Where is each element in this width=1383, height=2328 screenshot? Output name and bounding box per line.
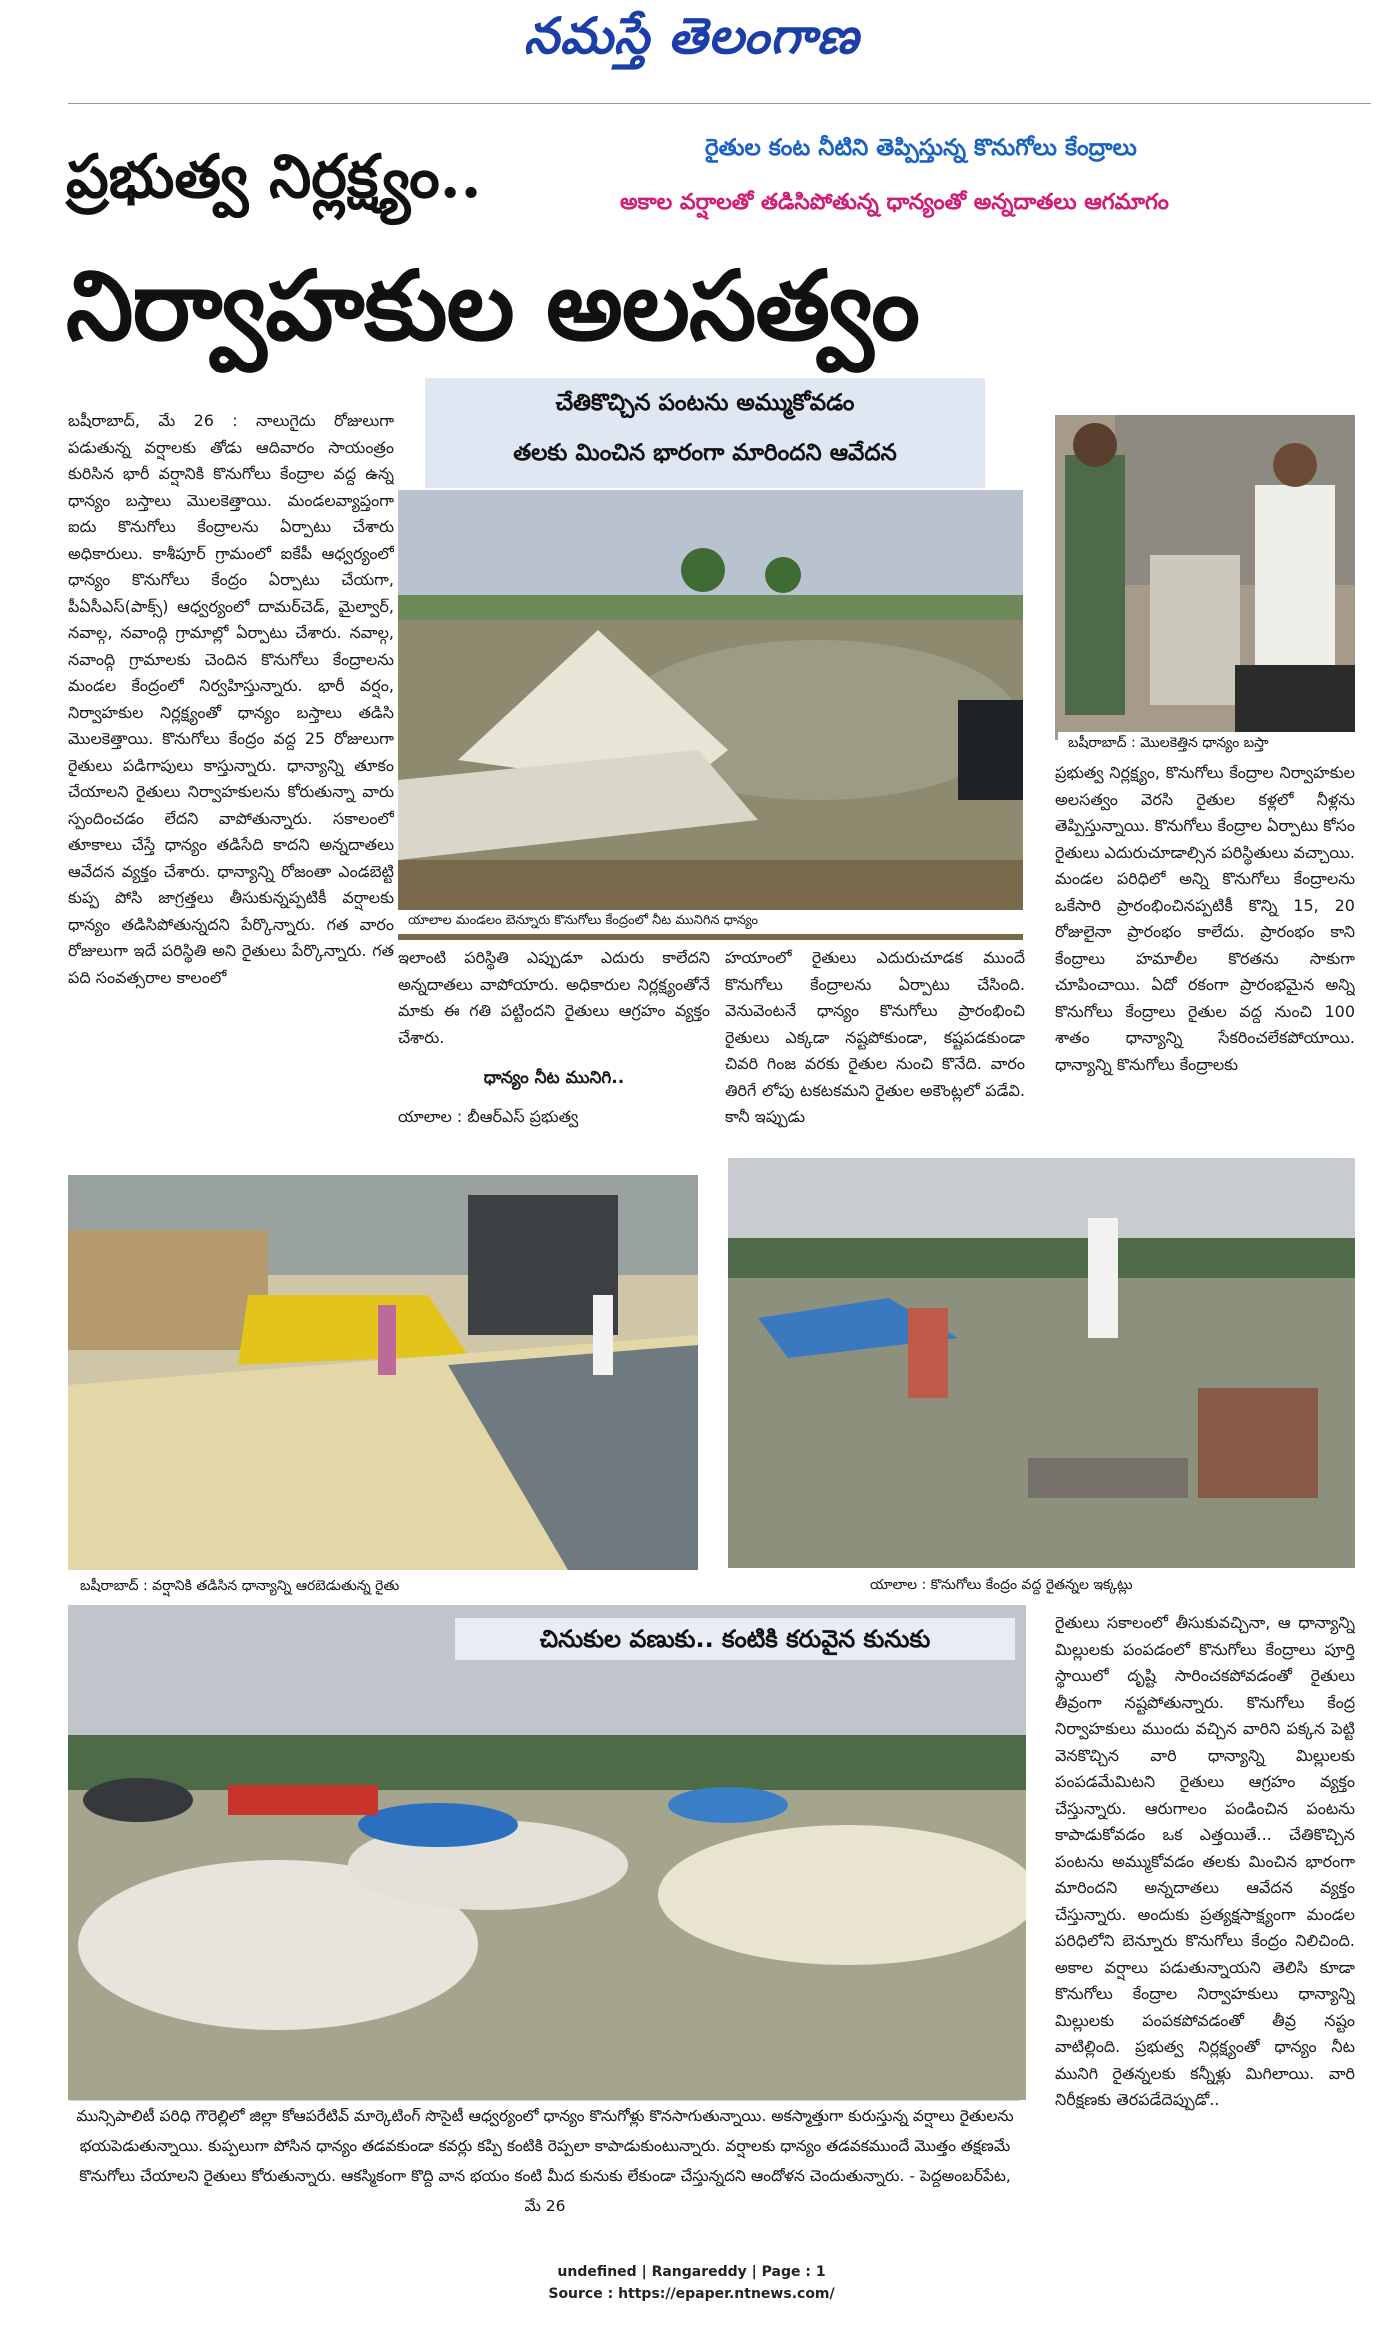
pull-quote-line1: చేతికొచ్చిన పంటను అమ్ముకోవడం [555,390,855,416]
photo-farmers-water [728,1158,1355,1568]
article-column-bottom-right [1055,1610,1355,2180]
subhead-pink: అకాల వర్షాలతో తడిసిపోతున్న ధాన్యంతో అన్నదాతలు ఆగమాగం [620,190,1169,215]
photo3-caption: బషీరాబాద్ : వర్షానికి తడిసిన ధాన్యాన్ని ఆరబెడుతున్న రైతు [70,1575,650,1600]
section-banner: చినుకుల వణుకు.. కంటికి కరువైన కునుకు [455,1618,1015,1660]
article-text-mid1: ఇలాంటి పరిస్థితి ఎప్పుడూ ఎదురు కాలేదని అన్నదాతలు వాపోయారు. అధికారుల నిర్లక్ష్యంతోనే మాకు ఈ గతి పట్టిందని రైతులు ఆగ్రహం వ్యక్తం చేశారు. [398,948,710,1047]
photo1-caption: యాలాల మండలం బెన్నూరు కొనుగోలు కేంద్రంలో నీట మునిగిన ధాన్యం [398,910,1023,934]
big-photo-caption: మున్సిపాలిటీ పరిధి గౌరెల్లిలో జిల్లా కోఆపరేటివ్ మార్కెటింగ్ సొసైటీ ఆధ్వర్యంలో ధాన్యం కొనుగోళ్లు కొనసాగుతున్నాయి. అకస్మాత్తుగా కురుస్తున్న వర్షాలు రైతులను భయపెడుతున్నాయి. కుప్పలుగా పోసిన ధాన్యం తడవకుండా కవర్లు కప్పి కంటికి రెప్పలా కాపాడుకుంటున్నారు. వర్షాలకు ధాన్యం తడవకముందే మొత్తం తక్షణమే కొనుగోలు చేయాలని రైతులు కోరుతున్నారు. ఆకస్మికంగా కొద్ది వాన భయం కంటి మీద కునుకు లేకుండా చేస్తున్నదని ఆందోళన చెందుతున్నారు. - పెద్దఅంబర్‌పేట, మే 26 [70,2100,1020,2251]
article-text-right: ప్రభుత్వ నిర్లక్ష్యం, కొనుగోలు కేంద్రాల నిర్వాహకుల అలసత్వం వెరసి రైతుల కళ్లలో నీళ్లను తెప్పిస్తున్నాయి. కొనుగోలు కేంద్రాల ఏర్పాటు కోసం రైతులు ఎదురుచూడాల్సిన పరిస్థితులు వచ్చాయి. మండల పరిధిలో అన్ని కొనుగోలు కేంద్రాలను ఒకేసారి ప్రారంభించినప్పటికీ కొన్ని 15, 20 రోజులైనా ప్రారంభం కాలేదు. ప్రారంభం కాని కేంద్రాలు హమాలీల కొరతను సాకుగా చూపించాయి. ఏదో రకంగా ప్రారంభమైన అన్ని కొనుగోలు కేంద్రాలు రైతుల వద్ద నుంచి 100 శాతం ధాన్యాన్ని సేకరించలేకపోయాయి. ధాన్యాన్ని కొనుగోలు కేంద్రాలకు [1055,763,1355,1074]
photo4-caption: యాలాల : కొనుగోలు కేంద్రం వద్ద రైతన్నల ఇక్కట్లు [860,1574,1300,1599]
article-column-left [68,408,394,1178]
top-divider [68,103,1371,104]
article-text-mid2: హయాంలో రైతులు ఎదురుచూడక ముందే కొనుగోలు కేంద్రాలను ఏర్పాటు చేసింది. వెనువెంటనే ధాన్యం కొనుగోలు ప్రారంభించి రైతులు ఎక్కడా నష్టపోకుండా, కష్టపడకుండా చివరి గింజ వరకు రైతుల నుంచి కొనేది. వారం తిరిగే లోపు టకటకమని రైతుల అకౌంట్లలో పడేవి. కానీ ఇప్పుడు [725,948,1025,1126]
masthead-logo: నమస్తే తెలంగాణ [523,6,860,65]
photo-sprouted-bag [1055,415,1355,740]
main-headline: నిర్వాహకుల అలసత్వం [66,250,919,362]
mid-subhead: ధాన్యం నీట మునిగి.. [483,1068,625,1088]
footer-page-info: undefined | Rangareddy | Page : 1 [557,2264,826,2280]
photo-covered-heaps [68,1605,1026,2100]
article-column-mid1 [398,945,710,1175]
kicker-title: ప్రభుత్వ నిర్లక్ష్యం.. [66,142,482,212]
photo-drying-grain [68,1175,698,1570]
photo2-caption: బషీరాబాద్ : మొలకెత్తిన ధాన్యం బస్తా [1058,732,1358,757]
pull-quote [425,378,985,488]
pull-quote-line2: తలకు మించిన భారంగా మారిందని ఆవేదన [513,440,897,466]
article-text-bottom-right: రైతులు సకాలంలో తీసుకువచ్చినా, ఆ ధాన్యాన్ని మిల్లులకు పంపడంలో కొనుగోలు కేంద్రాలు పూర్తి స్థాయిలో దృష్టి సారించకపోవడంతో రైతులు తీవ్రంగా నష్టపోతున్నారు. కొనుగోలు కేంద్ర నిర్వాహకులు ముందు వచ్చిన వారిని పక్కన పెట్టి వెనకొచ్చిన వారి ధాన్యాన్ని మిల్లులకు పంపడమేమిటని రైతులు ఆగ్రహం వ్యక్తం చేస్తున్నారు. ఆరుగాలం పండించిన పంటను కాపాడుకోవడం ఒక ఎత్తయితే... చేతికొచ్చిన పంటను అమ్ముకోవడం తలకు మించిన భారంగా మారిందని అన్నదాతలు ఆవేదన వ్యక్తం చేస్తున్నారు. అందుకు ప్రత్యక్షసాక్ష్యంగా మండల పరిధిలోని బెన్నూరు కొనుగోలు కేంద్రం నిలిచింది. అకాల వర్షాలు పడుతున్నాయని తెలిసి కూడా కొనుగోలు కేంద్రాల నిర్వాహకులు ధాన్యాన్ని మిల్లులకు పంపకపోవడంతో తీవ్ర నష్టం వాటిల్లింది. ప్రభుత్వ నిర్లక్ష్యంతో ధాన్యం నీట మునిగి రైతన్నలకు కన్నీళ్లు మిగిలాయి. వారి నిరీక్షణకు తెరపడేదెప్పుడో.. [1055,1613,1355,2109]
article-column-mid2 [725,945,1025,1175]
article-column-right [1055,760,1355,1175]
footer-source-link[interactable]: Source : https://epaper.ntnews.com/ [548,2286,835,2302]
article-text-left: బషీరాబాద్, మే 26 : నాలుగైదు రోజులుగా పడుతున్న వర్షాలకు తోడు ఆదివారం సాయంత్రం కురిసిన భారీ వర్షానికి కొనుగోలు కేంద్రాల వద్ద ఉన్న ధాన్యం బస్తాలు మొలకెత్తాయి. మండలవ్యాప్తంగా ఐదు కొనుగోలు కేంద్రాలను ఏర్పాటు చేశారు అధికారులు. కాశీపూర్ గ్రామంలో ఐకేపీ ఆధ్వర్యంలో ధాన్యం కొనుగోలు కేంద్రం ఏర్పాటు చేయగా, పీఏసీఎస్(పాక్స్) ఆధ్వర్యంలో దామర్‌చెడ్, మైల్వార్, నవాల్గ, నవాంద్గి గ్రామాల్లో ఏర్పాటు చేశారు. నవాల్గ, నవాంద్గి గ్రామాలకు చెందిన కొనుగోలు కేంద్రాలను మండల కేంద్రంలో నిర్వహిస్తున్నారు. భారీ వర్షం, నిర్వాహకుల నిర్లక్ష్యంతో ధాన్యం బస్తాలు తడిసి మొలకెత్తాయి. కొనుగోలు కేంద్రం వద్ద 25 రోజులుగా రైతులు పడిగాపులు కాస్తున్నారు. ధాన్యాన్ని తూకం చేయాలని రైతులు నిర్వాహకులను కోరుతున్నా వారు స్పందించడం లేదని వాపోతున్నారు. సకాలంలో తూకాలు చేస్తే ధాన్యం తడిసేది కాదని అన్నదాతలు ఆవేదన వ్యక్తం చేశారు. ధాన్యాన్ని రోజంతా ఎండబెట్టి కుప్ప పోసి జాగ్రత్తలు తీసుకున్నప్పటికీ వర్షాలకు ధాన్యం తడిసిపోతున్నదని పేర్కొన్నారు. గత వారం రోజులుగా ఇదే పరిస్థితి అని రైతులు పేర్కొన్నారు. గత పది సంవత్సరాల కాలంలో [68,411,394,987]
photo-flooded-grain [398,490,1023,940]
subhead-blue: రైతుల కంట నీటిని తెప్పిస్తున్న కొనుగోలు కేంద్రాలు [705,135,1137,161]
article-text-mid1b: యాలాల : బీఆర్‌ఎస్ ప్రభుత్వ [398,1106,579,1126]
